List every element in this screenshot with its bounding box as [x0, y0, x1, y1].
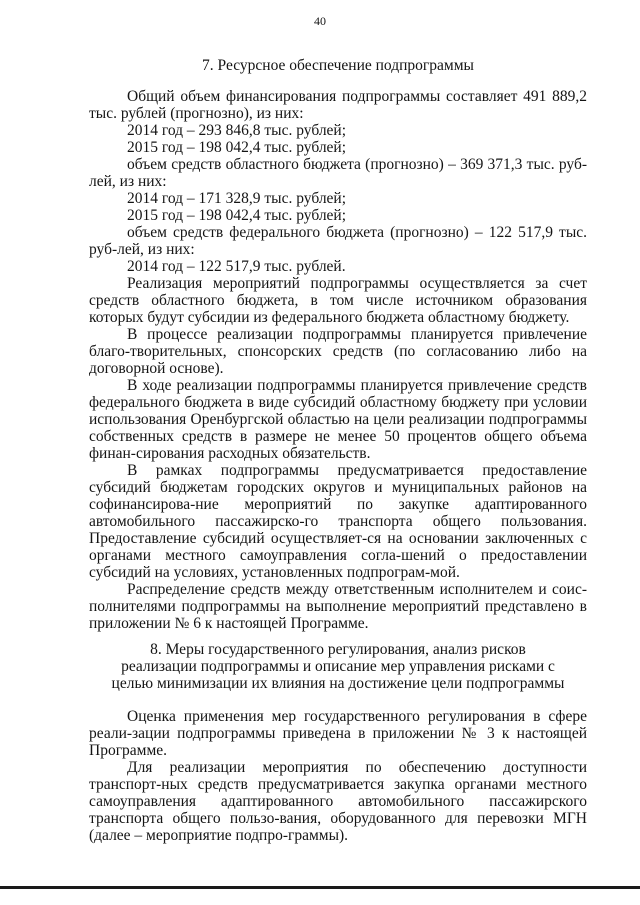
paragraph: Для реализации мероприятия по обеспечению доступности транспорт-ных средств предусматривается закупка органами местного самоуправления адаптированного автомобильного пассажирского транспорта общего пользо-вания, оборудованного для перевозки МГН (далее – мероприятие подпро-граммы).: [89, 759, 587, 844]
page-number: 40: [314, 14, 326, 28]
paragraph: Общий объем финансирования подпрограммы составляет 491 889,2 тыс. рублей (прогнозно), из них:: [89, 88, 587, 122]
paragraph: В процессе реализации подпрограммы планируется привлечение благо-творительных, спонсорских средств (по согласованию либо на договорной основе).: [89, 326, 587, 377]
paragraph: 2014 год – 293 846,8 тыс. рублей;: [127, 122, 347, 139]
section-7-title: 7. Ресурсное обеспечение подпрограммы: [202, 57, 474, 74]
paragraph: В ходе реализации подпрограммы планируется привлечение средств федерального бюджета в виде субсидий областному бюджету при условии использования Оренбургской областью на цели реализации подпрограммы собственных средств в размере не менее 50 процентов общего объема финан-сирования расходных обязательств.: [89, 377, 587, 462]
section-8-title: [89, 641, 587, 692]
paragraph: 2015 год – 198 042,4 тыс. рублей;: [127, 139, 347, 156]
bottom-rule: [0, 886, 640, 889]
paragraph: 2014 год – 171 328,9 тыс. рублей;: [127, 190, 347, 207]
section-8-title-line: целью минимизации их влияния на достижение цели подпрограммы: [111, 675, 565, 692]
paragraph: В рамках подпрограммы предусматривается предоставление субсидий бюджетам городских округов и муниципальных районов на софинансирова-ние мероприятий по закупке адаптированного автомобильного пассажирско-го транспорта общего пользования. Предоставление субсидий осуществляет-ся на основании заключенных с органами местного самоуправления согла-шений о предоставлении субсидий на условиях, установленных подпрограм-мой.: [89, 462, 587, 581]
paragraph: 2015 год – 198 042,4 тыс. рублей;: [127, 207, 347, 224]
paragraph: Распределение средств между ответственным исполнителем и соис-полнителями подпрограммы на выполнение мероприятий представлено в приложении № 6 к настоящей Программе.: [89, 581, 587, 632]
paragraph: объем средств областного бюджета (прогнозно) – 369 371,3 тыс. руб-лей, из них:: [89, 156, 587, 190]
paragraph: Оценка применения мер государственного регулирования в сфере реали-зации подпрограммы приведена в приложении № 3 к настоящей Программе.: [89, 708, 587, 759]
paragraph: Реализация мероприятий подпрограммы осуществляется за счет средств областного бюджета, в том числе источником образования которых будут субсидии из федерального бюджета областному бюджету.: [89, 275, 587, 326]
document-body: [89, 57, 587, 844]
paragraph: 2014 год – 122 517,9 тыс. рублей.: [127, 258, 346, 275]
section-8-title-line: 8. Меры государственного регулирования, анализ рисков: [150, 641, 526, 658]
paragraph: объем средств федерального бюджета (прогнозно) – 122 517,9 тыс. руб-лей, из них:: [89, 224, 587, 258]
section-8-title-line: реализации подпрограммы и описание мер управления рисками с: [121, 658, 555, 675]
